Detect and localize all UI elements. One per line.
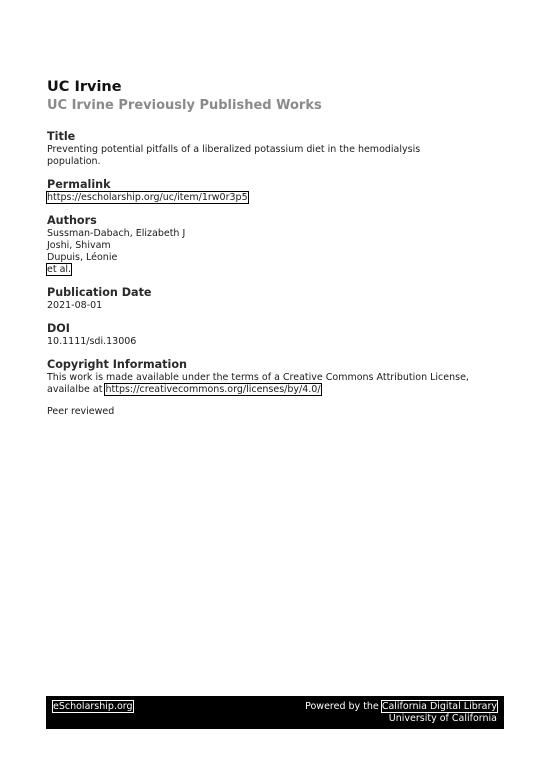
doi-section bbox=[47, 322, 507, 348]
doi-value: 10.1111/sdi.13006 bbox=[47, 336, 137, 347]
doi-label: DOI bbox=[47, 322, 70, 335]
permalink-section bbox=[47, 178, 507, 204]
title-line-1: Preventing potential pitfalls of a liberalized potassium diet in the hemodialysis bbox=[47, 144, 421, 155]
powered-by-text: Powered by the bbox=[305, 701, 382, 712]
document-cover bbox=[47, 78, 507, 418]
title-line-2: population. bbox=[47, 156, 101, 167]
author-3: Dupuis, Léonie bbox=[47, 252, 118, 263]
title-label: Title bbox=[47, 130, 76, 143]
university-name: University of California bbox=[388, 713, 497, 724]
copyright-label: Copyright Information bbox=[47, 358, 188, 371]
et-al-link[interactable]: et al. bbox=[47, 264, 72, 275]
peer-reviewed-note: Peer reviewed bbox=[47, 406, 115, 417]
copyright-line-2-prefix: availalbe at bbox=[47, 384, 106, 395]
institution-name: UC Irvine bbox=[47, 79, 122, 95]
title-section bbox=[47, 130, 507, 168]
permalink-label: Permalink bbox=[47, 178, 111, 191]
author-2: Joshi, Shivam bbox=[47, 240, 111, 251]
publication-date-label: Publication Date bbox=[47, 286, 152, 299]
author-1: Sussman-Dabach, Elizabeth J bbox=[47, 228, 186, 239]
authors-section bbox=[47, 214, 507, 276]
publication-date-section bbox=[47, 286, 507, 312]
publication-date-value: 2021-08-01 bbox=[47, 300, 103, 311]
copyright-line-1: This work is made available under the terms of a Creative Commons Attribution License, bbox=[47, 372, 469, 383]
license-link[interactable]: https://creativecommons.org/licenses/by/4.0/ bbox=[105, 384, 321, 395]
cdl-link[interactable]: California Digital Library bbox=[381, 701, 497, 712]
footer-bar bbox=[46, 696, 504, 729]
permalink-link[interactable]: https://escholarship.org/uc/item/1rw0r3p5 bbox=[47, 192, 248, 203]
escholarship-link[interactable]: eScholarship.org bbox=[53, 701, 133, 712]
copyright-section bbox=[47, 358, 507, 396]
series-name: UC Irvine Previously Published Works bbox=[47, 98, 322, 113]
authors-label: Authors bbox=[47, 214, 97, 227]
